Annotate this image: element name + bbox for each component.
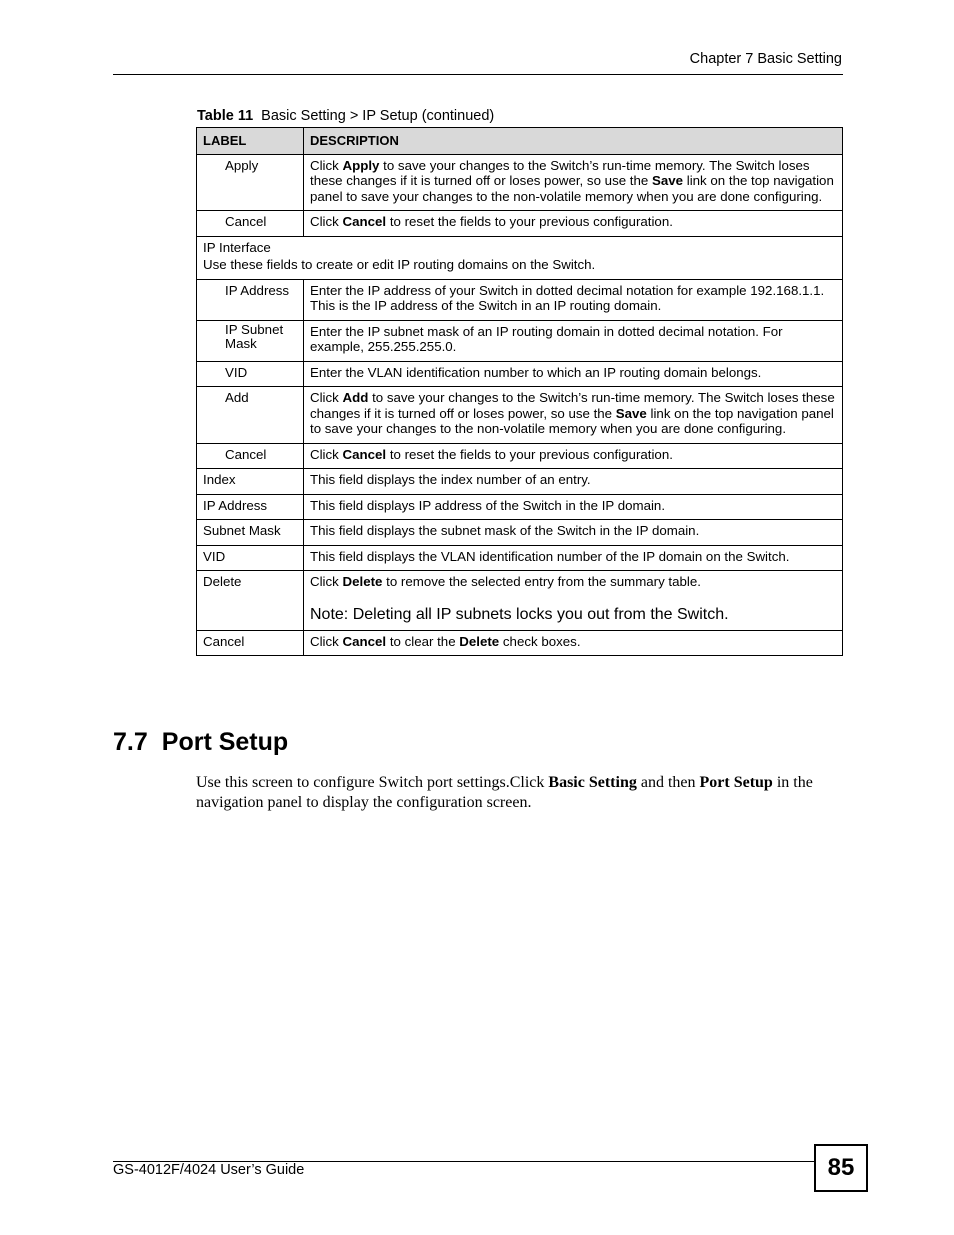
- section-number: 7.7: [113, 728, 148, 756]
- row-label: Cancel: [197, 443, 304, 469]
- column-header-description: DESCRIPTION: [304, 128, 843, 155]
- table-row: [197, 494, 843, 520]
- table-row: [197, 320, 843, 361]
- settings-table: [196, 127, 843, 656]
- running-header: Chapter 7 Basic Setting: [689, 51, 842, 67]
- table-row: [197, 154, 843, 211]
- row-label: Cancel: [197, 211, 304, 237]
- footer-guide-title: GS-4012F/4024 User’s Guide: [113, 1162, 305, 1178]
- row-description: Click Delete to remove the selected entry from the summary table. Note: Deleting all IP subnets locks you out from the Switch.: [304, 571, 843, 631]
- table-row: [197, 571, 843, 631]
- table-row: [197, 469, 843, 495]
- section-description: Use these fields to create or edit IP routing domains on the Switch.: [203, 257, 596, 272]
- page-number: 85: [814, 1144, 868, 1192]
- row-label: Subnet Mask: [197, 520, 304, 546]
- delete-note: Note: Deleting all IP subnets locks you out from the Switch.: [310, 605, 729, 623]
- row-label: IP Address: [197, 279, 304, 320]
- table-caption-number: Table 11: [197, 108, 254, 124]
- section-title: IP Interface: [203, 239, 271, 255]
- table-header-row: [197, 128, 843, 155]
- row-label: Delete: [197, 571, 304, 631]
- table-row: [197, 361, 843, 387]
- row-label: Cancel: [197, 630, 304, 656]
- row-description: This field displays the VLAN identification number of the IP domain on the Switch.: [304, 545, 843, 571]
- row-description: Click Apply to save your changes to the Switch’s run-time memory. The Switch loses these changes if it is turned off or loses power, so use the Save link on the top navigation panel to save your changes to the non-volatile memory when you are done configuring.: [304, 154, 843, 211]
- table-row: [197, 630, 843, 656]
- row-label: Apply: [197, 154, 304, 211]
- row-label: VID: [197, 361, 304, 387]
- section-paragraph: Use this screen to configure Switch port settings.Click Basic Setting and then Port Setup in the navigation panel to display the configuration screen.: [196, 774, 813, 811]
- row-description: Click Cancel to reset the fields to your previous configuration.: [304, 211, 843, 237]
- row-label: VID: [197, 545, 304, 571]
- column-header-label: LABEL: [197, 128, 304, 155]
- section-heading: [113, 728, 288, 757]
- row-description: Enter the IP subnet mask of an IP routing domain in dotted decimal notation. For example, 255.255.255.0.: [304, 320, 843, 361]
- row-description: Click Cancel to clear the Delete check boxes.: [304, 630, 843, 656]
- row-description: Enter the VLAN identification number to which an IP routing domain belongs.: [304, 361, 843, 387]
- table-row: [197, 520, 843, 546]
- row-label: Index: [197, 469, 304, 495]
- section-cell: [197, 236, 843, 279]
- table-row: [197, 211, 843, 237]
- section-title: Port Setup: [161, 728, 289, 756]
- table-row: [197, 443, 843, 469]
- table-row: [197, 545, 843, 571]
- row-description: Enter the IP address of your Switch in dotted decimal notation for example 192.168.1.1. This is the IP address of the Switch in an IP routing domain.: [304, 279, 843, 320]
- row-description: This field displays the subnet mask of the Switch in the IP domain.: [304, 520, 843, 546]
- row-label: Add: [197, 387, 304, 444]
- table-caption: [197, 108, 494, 124]
- table-section-row: [197, 236, 843, 279]
- row-label: IP Subnet Mask: [197, 320, 304, 361]
- row-description: This field displays the index number of an entry.: [304, 469, 843, 495]
- settings-table-container: [196, 127, 843, 656]
- row-label: IP Address: [197, 494, 304, 520]
- row-description: Click Add to save your changes to the Switch’s run-time memory. The Switch loses these changes if it is turned off or loses power, so use the Save link on the top navigation panel to save your changes to the non-volatile memory when you are done configuring.: [304, 387, 843, 444]
- header-divider: [113, 74, 843, 75]
- table-row: [197, 387, 843, 444]
- table-row: [197, 279, 843, 320]
- row-description: Click Cancel to reset the fields to your previous configuration.: [304, 443, 843, 469]
- table-caption-title: Basic Setting > IP Setup (continued): [261, 108, 495, 124]
- row-description: This field displays IP address of the Switch in the IP domain.: [304, 494, 843, 520]
